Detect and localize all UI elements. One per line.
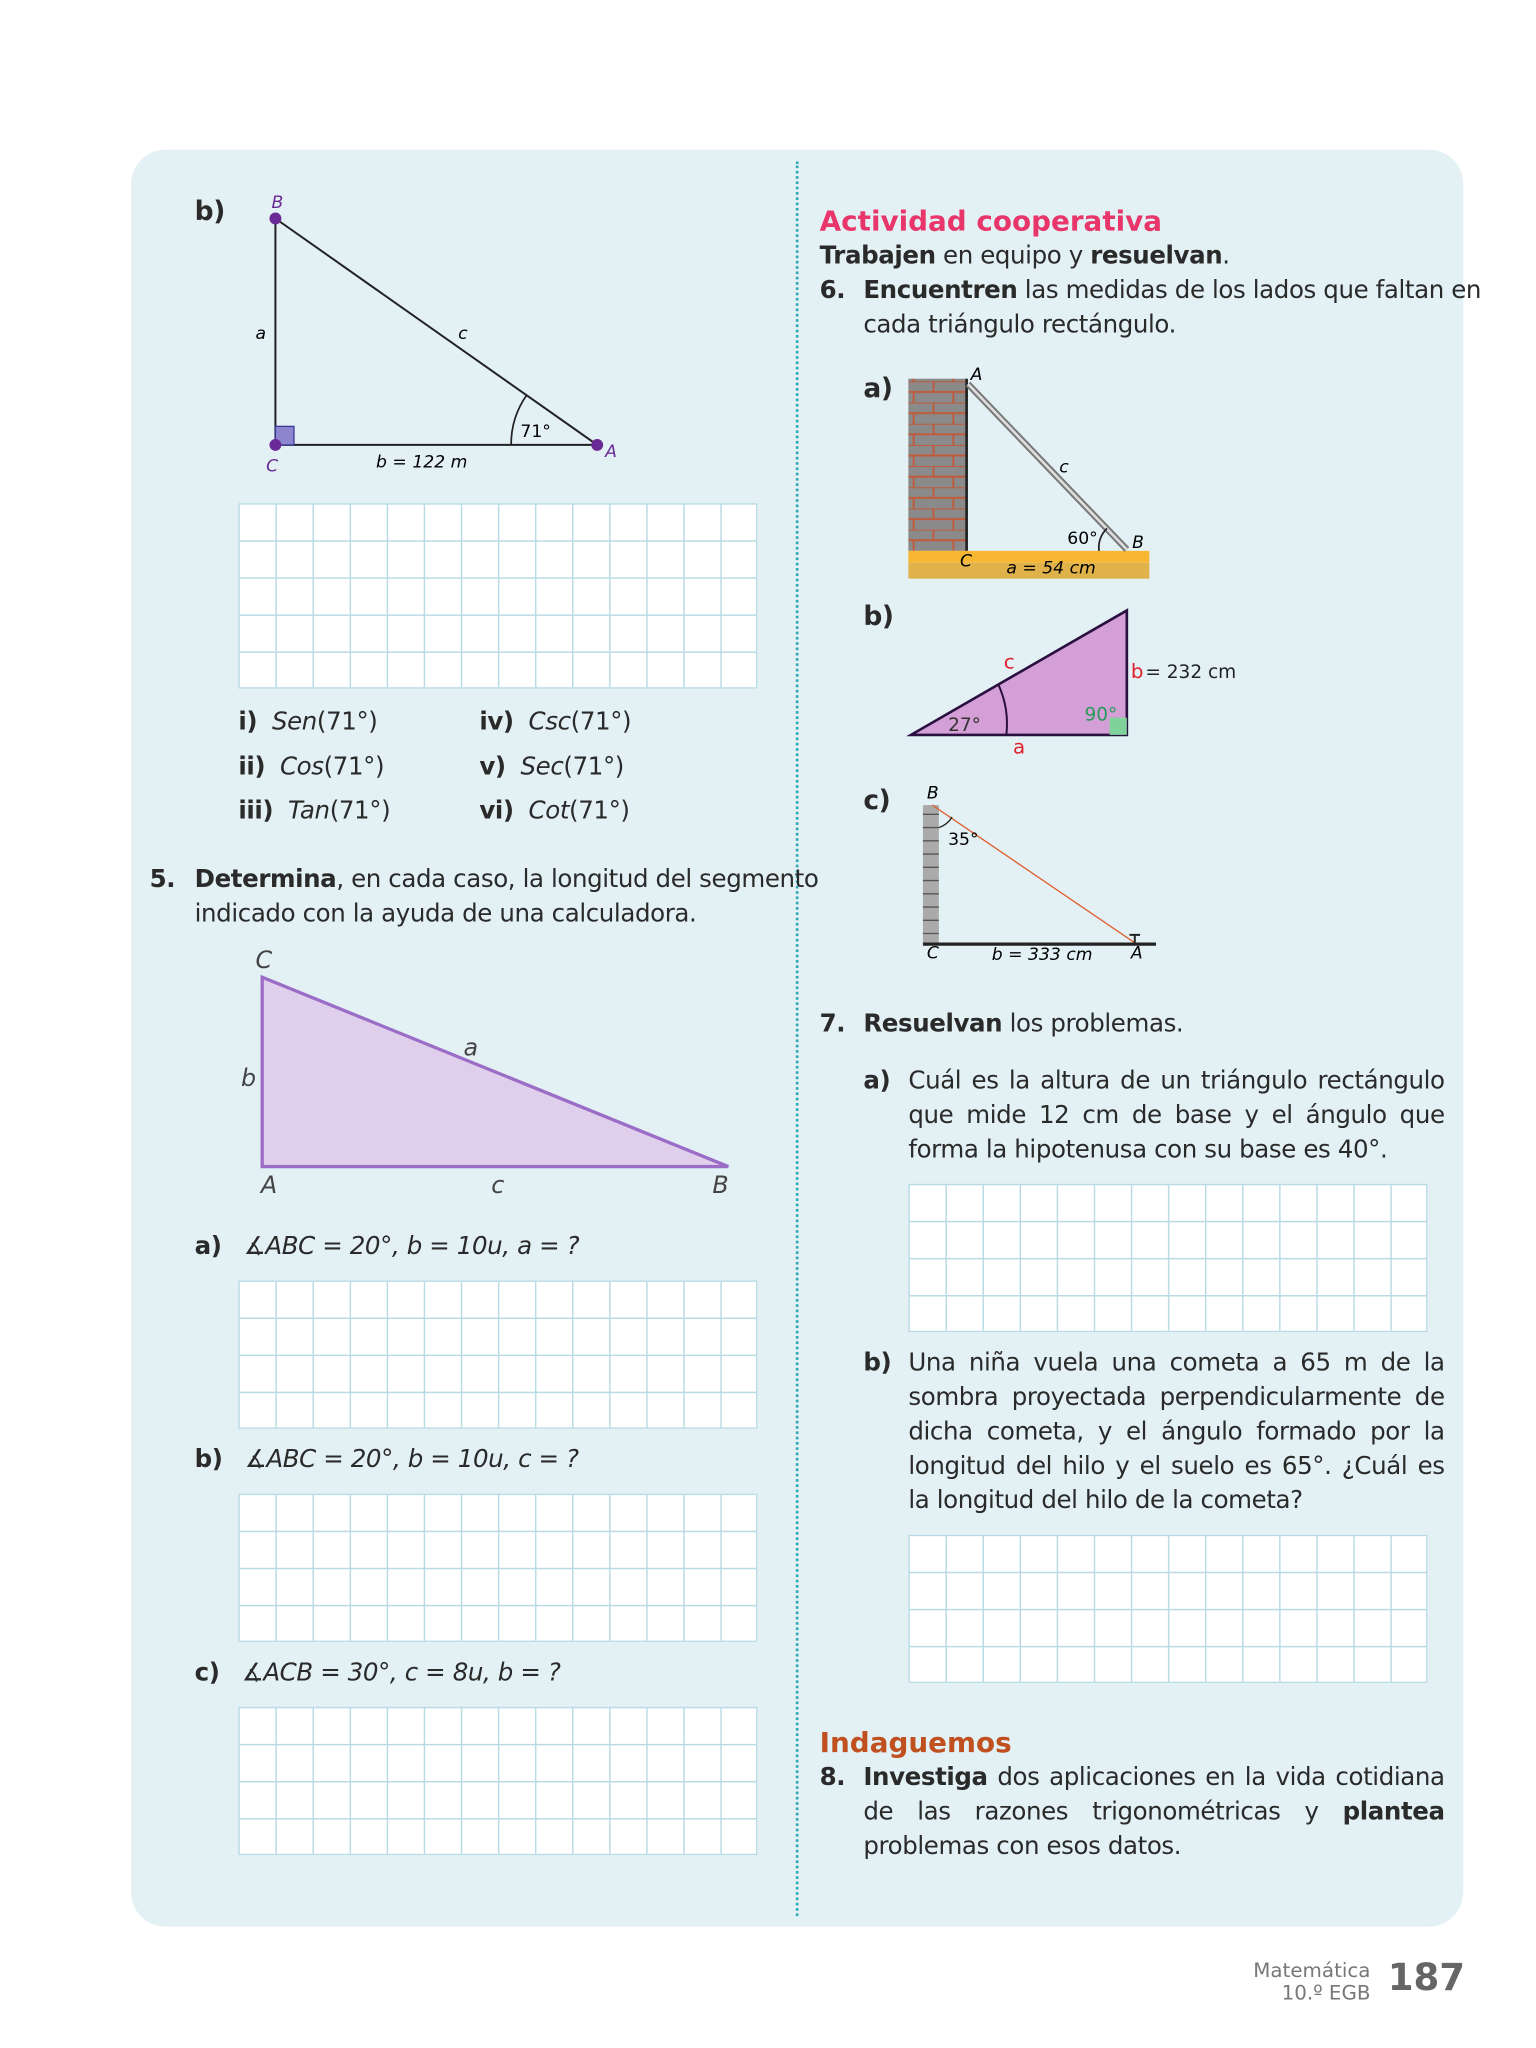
ex8-text: Investiga dos aplicaciones en la vida cotidiana de las razones trigonométricas y plantea problemas con esos datos. xyxy=(863,1763,1445,1861)
ex7b-text: Una niña vuela una cometa a 65 m de la sombra proyectada perpendicularmente de dicha cometa, y el ángulo formado por la longitud del hilo y el suelo es 65°. ¿Cuál es la longitud del hilo de la cometa? xyxy=(908,1349,1445,1515)
vertex-a: A xyxy=(605,441,617,462)
ex7-number: 7. xyxy=(819,1010,846,1039)
base-label: b = 333 cm xyxy=(991,945,1093,966)
cooperative-activity-heading: Actividad cooperativa xyxy=(819,205,1163,238)
ex5-item-c: c) ∡ACB = 30°, c = 8u, b = ? xyxy=(194,1659,561,1687)
angle-27: 27° xyxy=(948,714,981,736)
side-b: b = 122 m xyxy=(376,452,468,473)
coop-intro: Trabajen en equipo y resuelvan. xyxy=(819,242,1230,271)
ex5-line1: Determina, en cada caso, la longitud del segmento xyxy=(194,865,819,894)
ex7-intro: Resuelvan los problemas. xyxy=(863,1010,1184,1039)
ex5-item-a: a) ∡ABC = 20°, b = 10u, a = ? xyxy=(194,1232,580,1261)
angle-71: 71° xyxy=(520,421,551,442)
angle-90: 90° xyxy=(1084,704,1118,726)
side-a: a xyxy=(1012,735,1026,759)
trig-item: vi) Cot(71°) xyxy=(479,797,630,825)
side-b-value: = 232 cm xyxy=(1145,661,1237,683)
side-a: a xyxy=(255,323,267,344)
ex6a-label: a) xyxy=(863,372,893,404)
side-c: c xyxy=(1003,650,1015,674)
trig-item: iii) Tan(71°) xyxy=(238,797,391,825)
trig-item: iv) Csc(71°) xyxy=(479,708,632,737)
vertex-a: A xyxy=(970,365,983,386)
ex5-number: 5. xyxy=(149,865,176,894)
angle-60: 60° xyxy=(1067,529,1098,550)
vertex-a: A xyxy=(1130,943,1143,964)
vertex-c: C xyxy=(255,945,273,974)
answer-grid-7a[interactable] xyxy=(908,1184,1427,1332)
ex7b-label: b) xyxy=(863,1349,892,1378)
ex6-line1: Encuentren las medidas de los lados que faltan en xyxy=(863,276,1482,305)
ex5-item-b: b) ∡ABC = 20°, b = 10u, c = ? xyxy=(194,1445,579,1474)
trig-item: i) Sen(71°) xyxy=(238,708,378,737)
vertex-b: B xyxy=(1132,533,1144,554)
vertex-b: B xyxy=(271,192,284,213)
side-c: c xyxy=(458,323,468,344)
indaguemos-heading: Indaguemos xyxy=(819,1726,1012,1759)
ex8-number: 8. xyxy=(819,1763,846,1792)
side-a: a xyxy=(463,1033,479,1062)
footer-subject: Matemática 10.º EGB xyxy=(1253,1958,1371,2005)
ex6b-label: b) xyxy=(863,599,894,632)
side-c: c xyxy=(491,1171,505,1200)
side-b-name: b xyxy=(1130,659,1144,683)
vertex-c: C xyxy=(926,943,939,964)
angle-35: 35° xyxy=(948,829,979,850)
ex7a-text: Cuál es la altura de un triángulo rectángulo que mide 12 cm de base y el ángulo que forma la hipotenusa con su base es 40°. xyxy=(908,1067,1445,1164)
trig-item: v) Sec(71°) xyxy=(479,753,624,782)
ex6-line2: cada triángulo rectángulo. xyxy=(863,311,1176,339)
answer-grid-7b[interactable] xyxy=(908,1535,1427,1683)
trig-item: ii) Cos(71°) xyxy=(238,753,385,782)
ex5-line2: indicado con la ayuda de una calculadora. xyxy=(194,900,697,929)
side-b: b xyxy=(240,1063,257,1092)
base-label: a = 54 cm xyxy=(1006,558,1096,579)
vertex-c: C xyxy=(266,456,279,477)
ex4b-label: b) xyxy=(194,194,225,227)
side-c: c xyxy=(1059,457,1069,478)
vertex-a: A xyxy=(260,1171,278,1200)
vertex-c: C xyxy=(960,551,973,572)
vertex-b: B xyxy=(926,783,939,804)
ex7a-label: a) xyxy=(863,1067,891,1096)
ex6c-label: c) xyxy=(863,783,891,816)
page-number: 187 xyxy=(1387,1955,1466,2000)
ex6-number: 6. xyxy=(819,276,846,305)
vertex-b: B xyxy=(712,1171,729,1200)
